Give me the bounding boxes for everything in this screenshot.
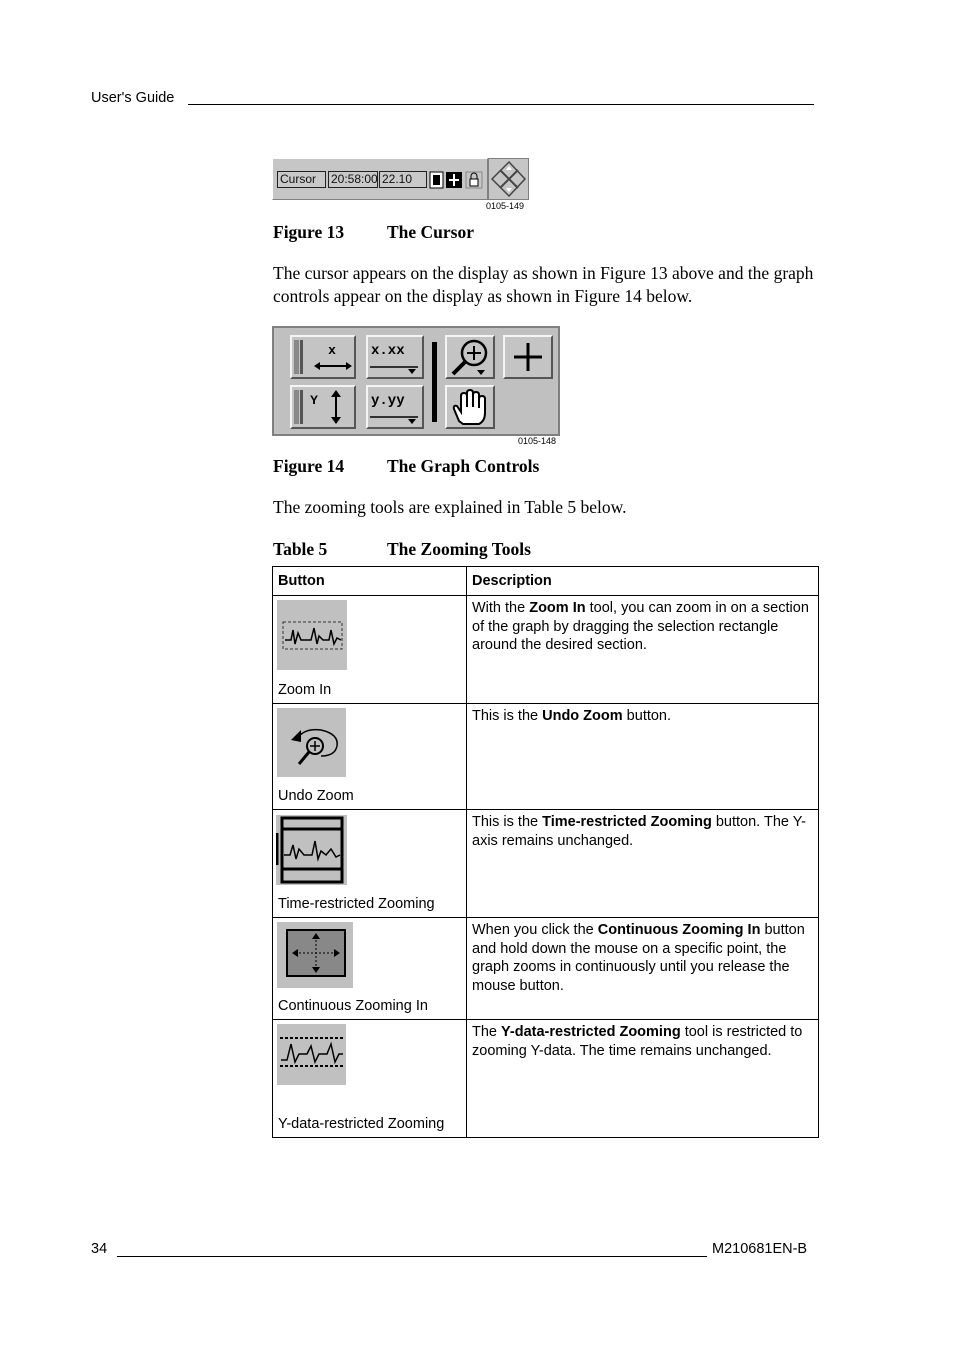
paragraph-zooming: The zooming tools are explained in Table 5 below. [273, 497, 627, 517]
y-data-restricted-zoom-icon [277, 1024, 346, 1085]
description-cell: With the Zoom In tool, you can zoom in on a section of the graph by dragging the selection rectangle around the desired section. [467, 596, 819, 704]
button-cell [273, 810, 467, 918]
header-rule [188, 104, 814, 105]
cursor-toolbar [272, 158, 488, 200]
cursor-mode-field: Cursor [277, 171, 326, 188]
figure13-image-code: 0105-149 [486, 201, 525, 211]
page-number: 34 [91, 1241, 108, 1257]
plus-icon [505, 337, 551, 377]
paragraph-cursor: The cursor appears on the display as shown in Figure 13 above and the graph controls appear on the display as shown in Figure 14 below. [273, 263, 814, 306]
y-range-button[interactable] [290, 385, 356, 429]
zoom-in-icon [277, 600, 347, 670]
column-header-button: Button [273, 567, 467, 596]
figure13-label: Figure 13 [273, 222, 345, 242]
figure13-title: The Cursor [387, 222, 475, 242]
continuous-zoom-icon [277, 922, 353, 988]
x-range-button[interactable] [290, 335, 356, 379]
column-header-description: Description [467, 567, 819, 596]
magnifier-plus-icon [447, 337, 493, 377]
x-range-icon [292, 337, 354, 377]
table-row [273, 1020, 819, 1138]
x-format-dropdown-icon [368, 337, 422, 377]
button-cell [273, 704, 467, 810]
table-row [273, 596, 819, 704]
cursor-tool-icons [429, 171, 487, 189]
y-range-icon [292, 387, 354, 427]
button-cell [273, 918, 467, 1020]
figure14-title: The Graph Controls [387, 456, 540, 476]
button-name: Y-data-restricted Zooming [278, 1116, 445, 1132]
button-name: Undo Zoom [278, 788, 354, 804]
cursor-value-field: 22.10 [379, 171, 427, 188]
time-restricted-zoom-icon [276, 815, 347, 885]
table-row [273, 810, 819, 918]
cursor-time-field: 20:58:00 [328, 171, 378, 188]
add-button[interactable] [503, 335, 553, 379]
zoom-dropdown-button[interactable] [445, 335, 495, 379]
table5-title: The Zooming Tools [387, 539, 531, 559]
footer-rule [117, 1256, 707, 1257]
cursor-move-icon [489, 159, 528, 199]
button-cell [273, 596, 467, 704]
svg-text:x: x [328, 343, 336, 358]
figure14-image-code: 0105-148 [518, 436, 557, 446]
graph-controls-panel [272, 326, 560, 436]
cursor-navigation-pad[interactable] [488, 158, 529, 200]
table-row [273, 918, 819, 1020]
running-header: User's Guide [91, 90, 175, 106]
figure13-caption [273, 222, 573, 244]
figure14-caption [273, 456, 673, 478]
table5-label: Table 5 [273, 539, 328, 559]
document-code: M210681EN-B [712, 1241, 808, 1257]
description-cell: This is the Undo Zoom button. [467, 704, 819, 810]
y-format-label: y.yy [371, 393, 405, 409]
button-name: Zoom In [278, 682, 332, 698]
button-cell [273, 1020, 467, 1138]
button-name: Continuous Zooming In [278, 998, 428, 1014]
description-cell: When you click the Continuous Zooming In button and hold down the mouse on a specific point, the graph zooms in continuously until you release the mouse button. [467, 918, 819, 1020]
panel-divider [432, 342, 437, 422]
y-format-dropdown-icon [368, 387, 422, 427]
button-name: Time-restricted Zooming [278, 896, 435, 912]
description-cell: This is the Time-restricted Zooming button. The Y-axis remains unchanged. [467, 810, 819, 918]
description-cell: The Y-data-restricted Zooming tool is restricted to zooming Y-data. The time remains unchanged. [467, 1020, 819, 1138]
svg-text:Y: Y [310, 393, 318, 408]
table5-caption [273, 539, 673, 561]
pan-button[interactable] [445, 385, 495, 429]
x-format-button[interactable] [366, 335, 424, 379]
y-format-button[interactable] [366, 385, 424, 429]
table-row [273, 704, 819, 810]
table-header-row [273, 567, 819, 596]
undo-zoom-icon [277, 708, 346, 777]
x-format-label: x.xx [371, 343, 405, 359]
hand-pan-icon [447, 387, 493, 427]
zooming-tools-table [272, 566, 819, 1138]
figure14-label: Figure 14 [273, 456, 345, 476]
